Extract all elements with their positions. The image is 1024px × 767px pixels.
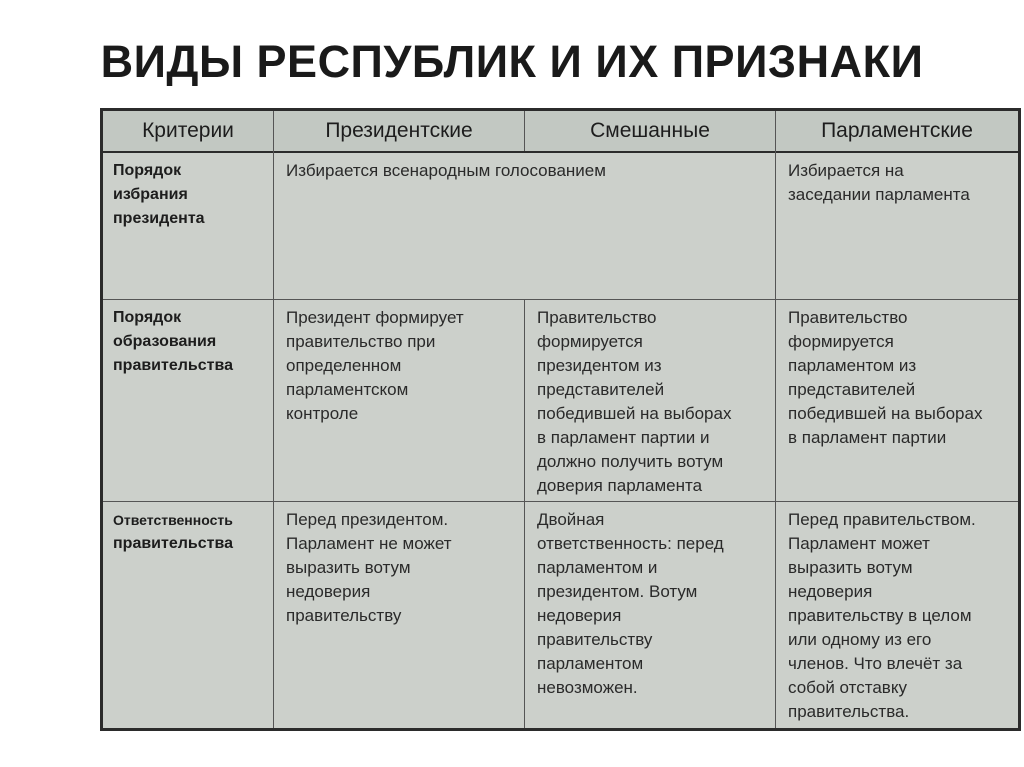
row2-mixed-line: доверия парламента bbox=[537, 476, 703, 495]
row3-parliamentary-line: недоверия bbox=[788, 582, 873, 601]
row3-presidential-line: правительству bbox=[286, 606, 402, 625]
row2-mixed-line: представителей bbox=[537, 380, 665, 399]
row1-criterion bbox=[103, 153, 273, 298]
header-divider bbox=[103, 151, 1018, 153]
row2-parliamentary-line: представителей bbox=[788, 380, 916, 399]
row3-presidential-line: выразить вотум bbox=[286, 558, 411, 577]
column-divider bbox=[524, 111, 525, 151]
row3-presidential-line: Перед президентом. bbox=[286, 510, 449, 529]
row3-mixed-line: правительству bbox=[537, 630, 653, 649]
row2-presidential-line: Президент формирует bbox=[286, 308, 464, 327]
row3-parliamentary-line: собой отставку bbox=[788, 678, 907, 697]
row2-criterion-line: образования bbox=[113, 333, 217, 350]
row3-mixed-line: президентом. Вотум bbox=[537, 582, 698, 601]
row2-mixed-line: должно получить вотум bbox=[537, 452, 724, 471]
row2-mixed-line: Правительство bbox=[537, 308, 657, 327]
row3-parliamentary-line: правительству в целом bbox=[788, 606, 972, 625]
header-mixed: Смешанные bbox=[525, 111, 775, 151]
row2-presidential-line: контроле bbox=[286, 404, 359, 423]
row2-parliamentary-line: в парламент партии bbox=[788, 428, 947, 447]
column-divider bbox=[524, 299, 525, 728]
row2-parliamentary bbox=[776, 300, 1018, 500]
row1-criterion-line: президента bbox=[113, 210, 205, 227]
row1-presidential-mixed-text: Избирается всенародным голосованием bbox=[286, 161, 606, 180]
row3-parliamentary-line: или одному из его bbox=[788, 630, 932, 649]
header-presidential: Президентские bbox=[274, 111, 524, 151]
row3-parliamentary-line: выразить вотум bbox=[788, 558, 913, 577]
row2-parliamentary-line: победившей на выборах bbox=[788, 404, 983, 423]
row2-presidential-line: правительство при bbox=[286, 332, 436, 351]
row3-parliamentary-line: Перед правительством. bbox=[788, 510, 976, 529]
row3-criterion-line: Ответственность bbox=[113, 512, 233, 528]
row3-mixed-line: недоверия bbox=[537, 606, 622, 625]
row2-presidential bbox=[274, 300, 524, 500]
row2-mixed-line: в парламент партии и bbox=[537, 428, 710, 447]
row3-mixed-line: парламентом bbox=[537, 654, 644, 673]
row2-presidential-line: парламентском bbox=[286, 380, 409, 399]
row2-mixed-line: победившей на выборах bbox=[537, 404, 732, 423]
page-title: ВИДЫ РЕСПУБЛИК И ИХ ПРИЗНАКИ bbox=[100, 36, 924, 87]
row2-criterion bbox=[103, 300, 273, 500]
republics-table bbox=[100, 108, 1021, 731]
row1-criterion-line: Порядок bbox=[113, 162, 182, 179]
row2-presidential-line: определенном bbox=[286, 356, 402, 375]
row2-mixed bbox=[525, 300, 775, 500]
header-parliamentary: Парламентские bbox=[776, 111, 1018, 151]
row2-parliamentary-line: Правительство bbox=[788, 308, 908, 327]
row1-parliamentary-line: Избирается на bbox=[788, 161, 904, 180]
row2-mixed-line: формируется bbox=[537, 332, 643, 351]
row3-parliamentary-line: Парламент может bbox=[788, 534, 930, 553]
row3-criterion-line: правительства bbox=[113, 535, 233, 552]
row3-criterion bbox=[103, 502, 273, 728]
row-divider bbox=[103, 501, 1018, 502]
row1-presidential-mixed bbox=[274, 153, 775, 298]
row2-mixed-line: президентом из bbox=[537, 356, 662, 375]
row2-parliamentary-line: парламентом из bbox=[788, 356, 917, 375]
row1-parliamentary-line: заседании парламента bbox=[788, 185, 970, 204]
row3-presidential-line: Парламент не может bbox=[286, 534, 452, 553]
row3-mixed-line: Двойная bbox=[537, 510, 605, 529]
row-divider bbox=[103, 299, 1018, 300]
row3-mixed-line: парламентом и bbox=[537, 558, 658, 577]
row1-criterion-line: избрания bbox=[113, 186, 188, 203]
row1-parliamentary bbox=[776, 153, 1018, 298]
row3-parliamentary bbox=[776, 502, 1018, 728]
row3-presidential bbox=[274, 502, 524, 728]
row2-criterion-line: правительства bbox=[113, 357, 233, 374]
row3-parliamentary-line: правительства. bbox=[788, 702, 910, 721]
row3-parliamentary-line: членов. Что влечёт за bbox=[788, 654, 963, 673]
row2-criterion-line: Порядок bbox=[113, 309, 182, 326]
row3-presidential-line: недоверия bbox=[286, 582, 371, 601]
column-divider bbox=[775, 111, 776, 728]
row3-mixed-line: невозможен. bbox=[537, 678, 638, 697]
column-divider bbox=[273, 111, 274, 728]
row3-mixed bbox=[525, 502, 775, 728]
row2-parliamentary-line: формируется bbox=[788, 332, 894, 351]
header-criteria: Критерии bbox=[103, 111, 273, 151]
row3-mixed-line: ответственность: перед bbox=[537, 534, 724, 553]
